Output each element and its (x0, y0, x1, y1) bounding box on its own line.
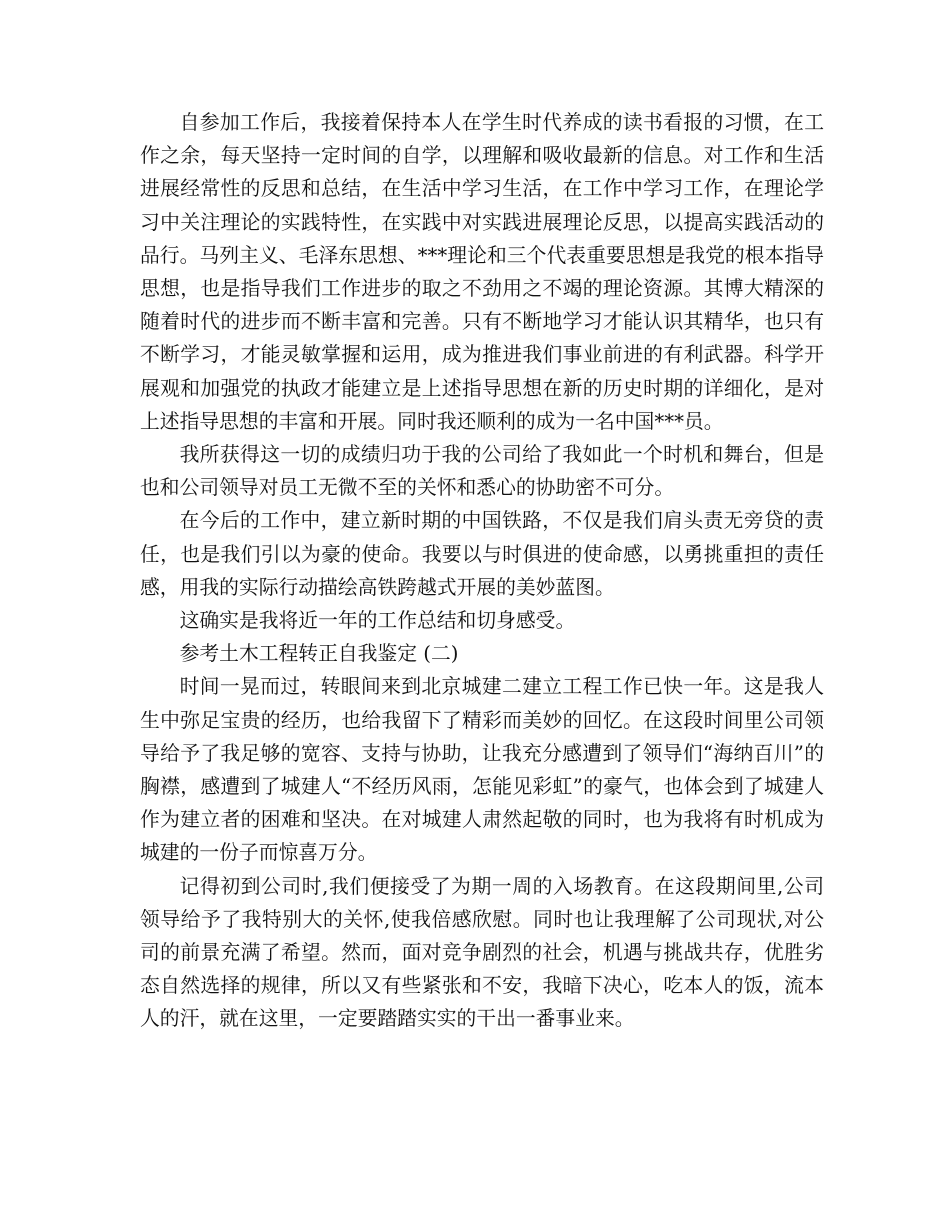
paragraph-2: 我所获得这一切的成绩归功于我的公司给了我如此一个时机和舞台，但是也和公司领导对员工无微不至的关怀和悉心的协助密不可分。 (140, 443, 824, 500)
document-body (140, 106, 824, 1036)
paragraph-4: 这确实是我将近一年的工作总结和切身感受。 (179, 609, 576, 633)
paragraph-3: 在今后的工作中，建立新时期的中国铁路，不仅是我们肩头责无旁贷的责任，也是我们引以为豪的使命。我要以与时俱进的使命感，以勇挑重担的责任感，用我的实际行动描绘高铁跨越式开展的美妙蓝图。 (140, 509, 824, 599)
paragraph-1: 自参加工作后，我接着保持本人在学生时代养成的读书看报的习惯，在工作之余，每天坚持一定时间的自学，以理解和吸收最新的信息。对工作和生活进展经常性的反思和总结，在生活中学习生活，在工作中学习工作，在理论学习中关注理论的实践特性，在实践中对实践进展理论反思，以提高实践活动的品行。马列主义、毛泽东思想、***理论和三个代表重要思想是我党的根本指导思想，也是指导我们工作进步的取之不劲用之不竭的理论资源。其博大精深的随着时代的进步而不断丰富和完善。只有不断地学习才能认识其精华，也只有不断学习，才能灵敏掌握和运用，成为推进我们事业前进的有利武器。科学开展观和加强党的执政才能建立是上述指导思想在新的历史时期的详细化，是对上述指导思想的丰富和开展。同时我还顺利的成为一名中国***员。 (140, 111, 824, 433)
section-heading: 参考土木工程转正自我鉴定 (二) (179, 642, 459, 666)
paragraph-6: 记得初到公司时,我们便接受了为期一周的入场教育。在这段期间里,公司领导给予了我特别大的关怀,使我倍感欣慰。同时也让我理解了公司现状,对公司的前景充满了希望。然而，面对竞争剧烈的社会，机遇与挑战共存，优胜劣态自然选择的规律，所以又有些紧张和不安，我暗下决心，吃本人的饭，流本人的汗，就在这里，一定要踏踏实实的干出一番事业来。 (140, 874, 824, 1031)
paragraph-5: 时间一晃而过，转眼间来到北京城建二建立工程工作已快一年。这是我人生中弥足宝贵的经历，也给我留下了精彩而美妙的回忆。在这段时间里公司领导给予了我足够的宽容、支持与协助，让我充分感遭到了领导们“海纳百川”的胸襟，感遭到了城建人“不经历风雨，怎能见彩虹”的豪气，也体会到了城建人作为建立者的困难和坚决。在对城建人肃然起敬的同时，也为我将有时机成为城建的一份子而惊喜万分。 (140, 675, 824, 865)
